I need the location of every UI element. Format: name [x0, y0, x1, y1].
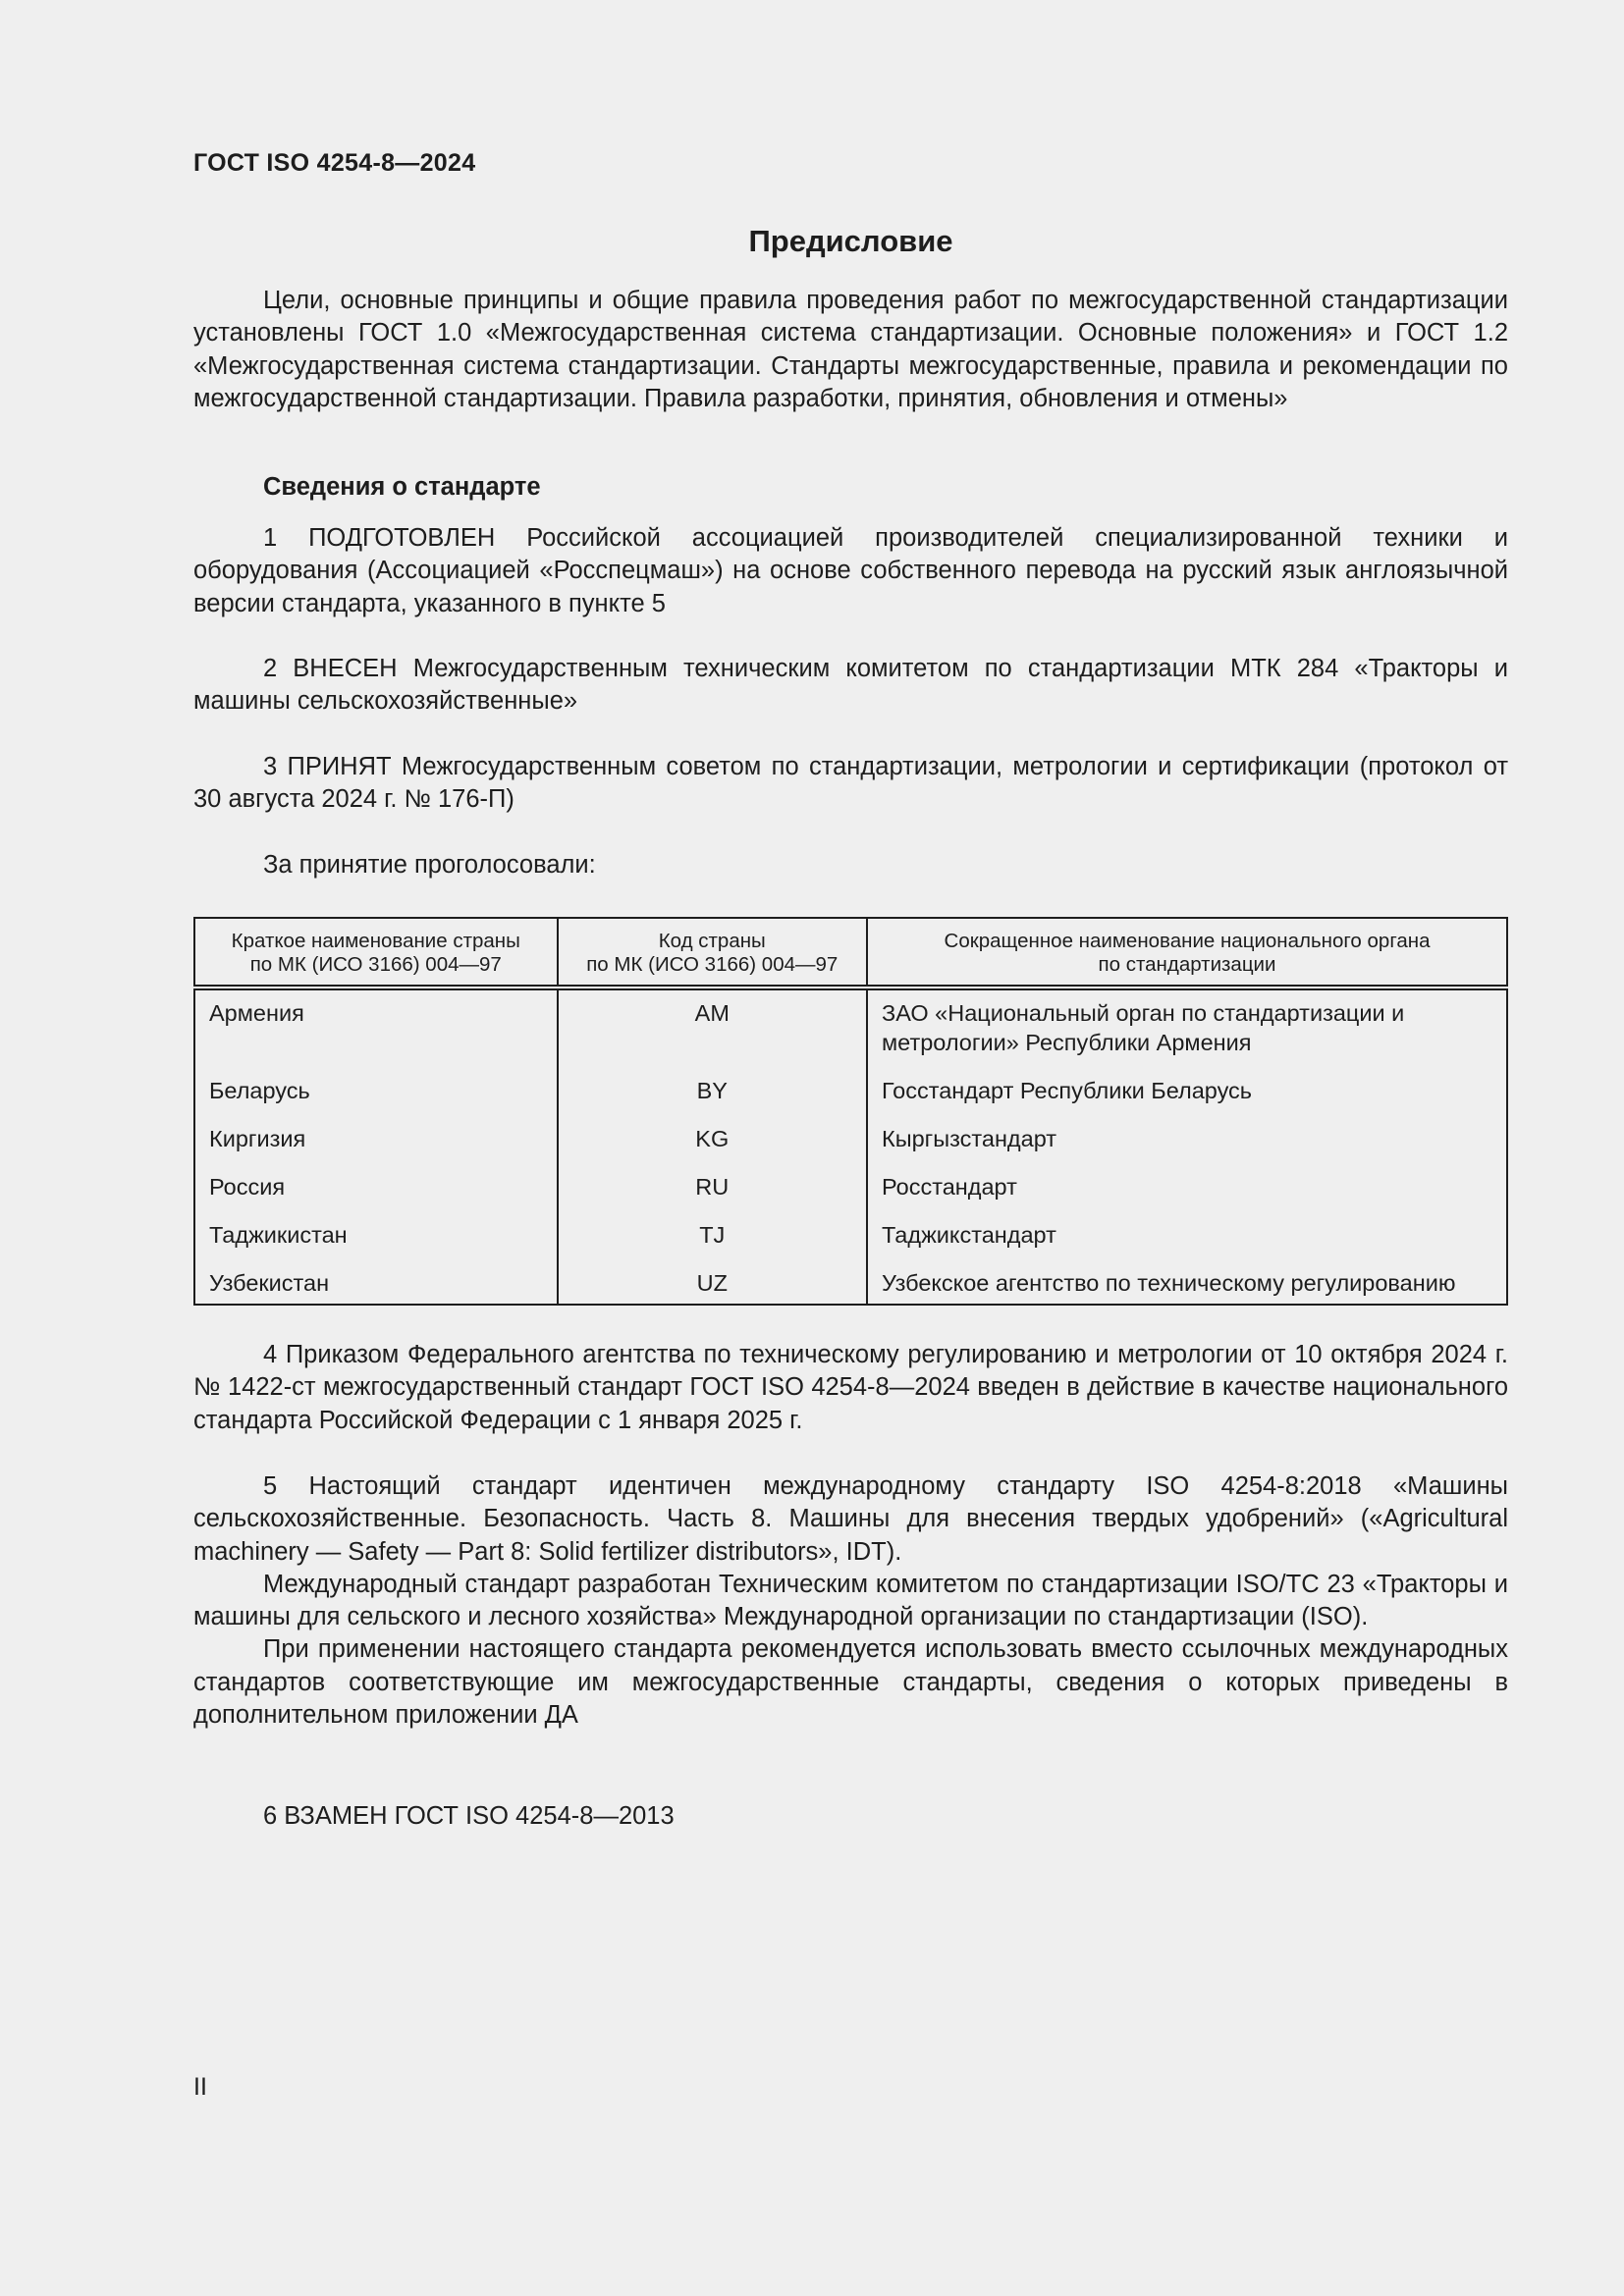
header-standards-body-line2: по стандартизации — [1098, 953, 1276, 976]
header-standards-body-line1: Сокращенное наименование национального органа — [944, 930, 1431, 952]
table-header-row — [194, 918, 1507, 988]
intro-section — [193, 285, 1508, 415]
item-3-section — [193, 751, 1508, 817]
cell-code: TJ — [558, 1220, 867, 1268]
page-title: Предисловие — [748, 224, 953, 258]
item-3-paragraph: 3 ПРИНЯТ Межгосударственным советом по стандартизации, метрологии и сертификации (протокол от 30 августа 2024 г. № 176-П) — [193, 753, 1508, 814]
header-country-name-line1: Краткое наименование страны — [231, 930, 520, 952]
voted-paragraph: За принятие проголосовали: — [263, 851, 596, 879]
cell-country: Киргизия — [194, 1124, 558, 1172]
item-5-paragraph: 5 Настоящий стандарт идентичен международному стандарту ISO 4254-8:2018 «Машины сельскохозяйственные. Безопасность. Часть 8. Машины для внесения твердых удобрений» («Agricultural machinery — Safety — Part 8: Solid fertilizer distributors», IDT). — [193, 1472, 1508, 1566]
table-row — [194, 988, 1507, 1076]
item-2-section — [193, 653, 1508, 719]
item-1-paragraph: 1 ПОДГОТОВЛЕН Российской ассоциацией производителей специализированной техники и оборудования (Ассоциацией «Росспецмаш») на основе собственного перевода на русский язык англоязычной версии стандарта, указанного в пункте 5 — [193, 524, 1508, 617]
cell-country: Беларусь — [194, 1076, 558, 1124]
document-page — [193, 0, 1508, 2296]
cell-standards-body: Госстандарт Республики Беларусь — [867, 1076, 1507, 1124]
item-5-usage-paragraph: При применении настоящего стандарта рекомендуется использовать вместо ссылочных международных стандартов соответствующие им межгосударственные стандарты, сведения о которых приведены в дополнительном приложении ДА — [193, 1635, 1508, 1730]
header-country-code — [558, 918, 867, 988]
document-number-header: ГОСТ ISO 4254-8—2024 — [193, 149, 476, 177]
header-country-code-line2: по МК (ИСО 3166) 004—97 — [586, 953, 839, 976]
cell-standards-body: Росстандарт — [867, 1172, 1507, 1220]
cell-code: UZ — [558, 1268, 867, 1305]
standard-info-heading: Сведения о стандарте — [263, 473, 541, 501]
item-6-section — [193, 1800, 1508, 1833]
header-country-name — [194, 918, 558, 988]
cell-country: Армения — [194, 988, 558, 1076]
cell-code: BY — [558, 1076, 867, 1124]
item-1-section — [193, 522, 1508, 620]
cell-code: RU — [558, 1172, 867, 1220]
cell-country: Россия — [194, 1172, 558, 1220]
item-4-paragraph: 4 Приказом Федерального агентства по техническому регулированию и метрологии от 10 октября 2024 г. № 1422-ст межгосударственный стандарт ГОСТ ISO 4254-8—2024 введен в действие в качестве национального стандарта Российской Федерации с 1 января 2025 г. — [193, 1341, 1508, 1434]
header-country-code-line1: Код страны — [658, 930, 766, 952]
item-5-iso-paragraph: Международный стандарт разработан Техническим комитетом по стандартизации ISO/TC 23 «Тракторы и машины для сельского и лесного хозяйства» Международной организации по стандартизации (ISO). — [193, 1570, 1508, 1631]
page-number: II — [193, 2073, 207, 2101]
table-row — [194, 1124, 1507, 1172]
item-2-paragraph: 2 ВНЕСЕН Межгосударственным техническим комитетом по стандартизации МТК 284 «Тракторы и машины сельскохозяйственные» — [193, 655, 1508, 716]
cell-standards-body: Узбекское агентство по техническому регулированию — [867, 1268, 1507, 1305]
table-row — [194, 1268, 1507, 1305]
table-row — [194, 1220, 1507, 1268]
voting-countries-table — [193, 917, 1508, 1306]
item-5-section — [193, 1470, 1508, 1732]
header-country-name-line2: по МК (ИСО 3166) 004—97 — [249, 953, 502, 976]
item-6-paragraph: 6 ВЗАМЕН ГОСТ ISO 4254-8—2013 — [263, 1802, 675, 1830]
table-row — [194, 1076, 1507, 1124]
cell-standards-body: ЗАО «Национальный орган по стандартизации и метрологии» Республики Армения — [867, 988, 1507, 1076]
cell-code: AM — [558, 988, 867, 1076]
cell-standards-body: Таджикстандарт — [867, 1220, 1507, 1268]
cell-standards-body: Кыргызстандарт — [867, 1124, 1507, 1172]
item-4-section — [193, 1339, 1508, 1437]
cell-country: Таджикистан — [194, 1220, 558, 1268]
cell-country: Узбекистан — [194, 1268, 558, 1305]
header-standards-body — [867, 918, 1507, 988]
table-row — [194, 1172, 1507, 1220]
intro-paragraph: Цели, основные принципы и общие правила проведения работ по межгосударственной стандартизации установлены ГОСТ 1.0 «Межгосударственная система стандартизации. Основные положения» и ГОСТ 1.2 «Межгосударственная система стандартизации. Стандарты межгосударственные, правила и рекомендации по межгосударственной стандартизации. Правила разработки, принятия, обновления и отмены» — [193, 287, 1508, 412]
cell-code: KG — [558, 1124, 867, 1172]
voted-section — [193, 849, 1508, 881]
